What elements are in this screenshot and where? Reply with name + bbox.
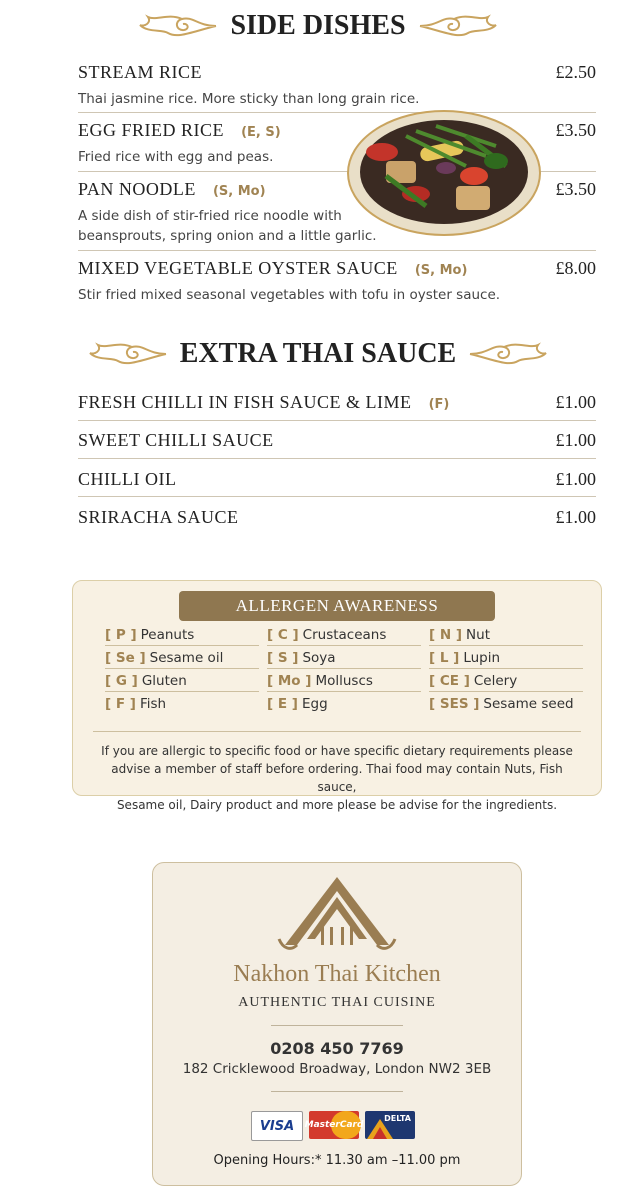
allergen-entry [105,650,259,669]
allergen-entry [429,627,583,646]
right-flourish-icon [418,11,498,41]
allergen-code: [ L ] [429,650,460,666]
allergen-tag: (S, Mo) [212,184,266,199]
divider [78,458,596,459]
section-heading: EXTRA THAI SAUCE [179,338,457,369]
allergen-header: ALLERGEN AWARENESS [179,591,495,621]
sauce-item [78,430,596,451]
divider [78,250,596,251]
opening-hours: Opening Hours:* 11.30 am –11.00 pm [213,1153,461,1168]
item-price: £2.50 [555,62,596,82]
item-price: £1.00 [555,430,596,450]
thai-roof-logo-icon [277,875,397,953]
item-name: SWEET CHILLI SAUCE [78,430,274,450]
allergen-entry [267,696,421,714]
sauce-item [78,469,596,490]
divider [271,1025,403,1026]
allergen-code: [ CE ] [429,673,470,689]
item-description: Thai jasmine rice. More sticky than long grain rice. [78,91,420,107]
item-price: £1.00 [555,469,596,489]
note-line: Sesame oil, Dairy product and more please be advise for the ingredients. [116,798,558,812]
allergen-label: Sesame seed [483,696,574,712]
allergen-tag: (S, Mo) [414,263,468,278]
payment-cards [251,1111,415,1141]
allergen-entry [267,650,421,669]
allergen-label: Celery [473,673,518,689]
allergen-code: [ C ] [267,627,299,643]
allergen-code: [ Mo ] [267,673,312,689]
allergen-label: Nut [466,627,490,643]
allergen-entry [267,627,421,646]
item-name: STREAM RICE [78,62,203,82]
allergen-entry [105,673,259,692]
item-description: Fried rice with egg and peas. [78,149,274,165]
allergen-label: Soya [302,650,336,666]
allergen-code: [ S ] [267,650,299,666]
allergen-code: [ N ] [429,627,463,643]
allergen-entry [429,696,583,714]
restaurant-tagline: AUTHENTIC THAI CUISINE [238,995,436,1010]
allergen-label: Lupin [463,650,501,666]
note-line: advise a member of staff before ordering. Thai food may contain Nuts, Fish sauce, [111,762,563,794]
allergen-label: Molluscs [315,673,373,689]
allergen-code: [ E ] [267,696,298,712]
menu-item [78,258,596,305]
allergen-label: Gluten [141,673,187,689]
item-price: £1.00 [555,507,596,527]
allergen-entry [429,650,583,669]
item-name: PAN NOODLE [78,179,196,199]
allergen-label: Peanuts [140,627,195,643]
allergen-tag: (F) [428,397,450,412]
section-heading: SIDE DISHES [230,10,406,41]
allergen-entry [267,673,421,692]
card-label: VISA [259,1118,295,1134]
left-flourish-icon [138,11,218,41]
note-line: If you are allergic to specific food or have specific dietary requirements please [101,744,573,758]
allergen-code: [ Se ] [105,650,146,666]
phone-number[interactable]: 0208 450 7769 [270,1039,404,1058]
allergen-awareness-panel [72,580,602,812]
desc-line: A side dish of stir-fried rice noodle with [78,208,342,224]
divider [271,1091,403,1092]
item-name: EGG FRIED RICE [78,120,224,140]
allergen-entry [429,673,583,692]
item-price: £3.50 [555,179,596,199]
item-price: £8.00 [555,258,596,278]
item-description: Stir fried mixed seasonal vegetables with tofu in oyster sauce. [78,287,501,303]
item-name: CHILLI OIL [78,469,177,489]
divider [78,420,596,421]
visa-card-icon [251,1111,303,1141]
desc-line: beansprouts, spring onion and a little garlic. [78,228,377,244]
item-name: SRIRACHA SAUCE [78,507,239,527]
side-dishes-title [0,8,636,44]
item-price: £3.50 [555,120,596,140]
allergen-label: Fish [139,696,167,712]
restaurant-info-card [152,862,522,1186]
item-name: FRESH CHILLI IN FISH SAUCE & LIME [78,392,412,412]
delta-card-icon [365,1111,415,1139]
allergen-tag: (E, S) [241,125,281,140]
divider [78,496,596,497]
allergen-entry [105,696,259,714]
stir-fry-dish-image [346,106,542,236]
menu-item [78,62,596,109]
card-label: DELTA [384,1114,411,1123]
left-flourish-icon [88,339,168,369]
allergen-code: [ F ] [105,696,136,712]
sauce-item [78,507,596,528]
address: 182 Cricklewood Broadway, London NW2 3EB [182,1061,492,1077]
item-name: MIXED VEGETABLE OYSTER SAUCE [78,258,398,278]
allergen-note [93,731,581,814]
allergen-code: [ P ] [105,627,137,643]
allergen-label: Sesame oil [149,650,224,666]
allergen-entry [105,627,259,646]
allergen-label: Crustaceans [302,627,387,643]
item-price: £1.00 [555,392,596,412]
extra-sauce-title [0,336,636,372]
restaurant-name: Nakhon Thai Kitchen [233,961,441,987]
card-label: MasterCard [304,1120,364,1130]
allergen-code: [ SES ] [429,696,480,712]
mastercard-icon [304,1111,364,1139]
right-flourish-icon [468,339,548,369]
sauce-item [78,392,596,413]
allergen-code: [ G ] [105,673,138,689]
allergen-label: Egg [301,696,328,712]
